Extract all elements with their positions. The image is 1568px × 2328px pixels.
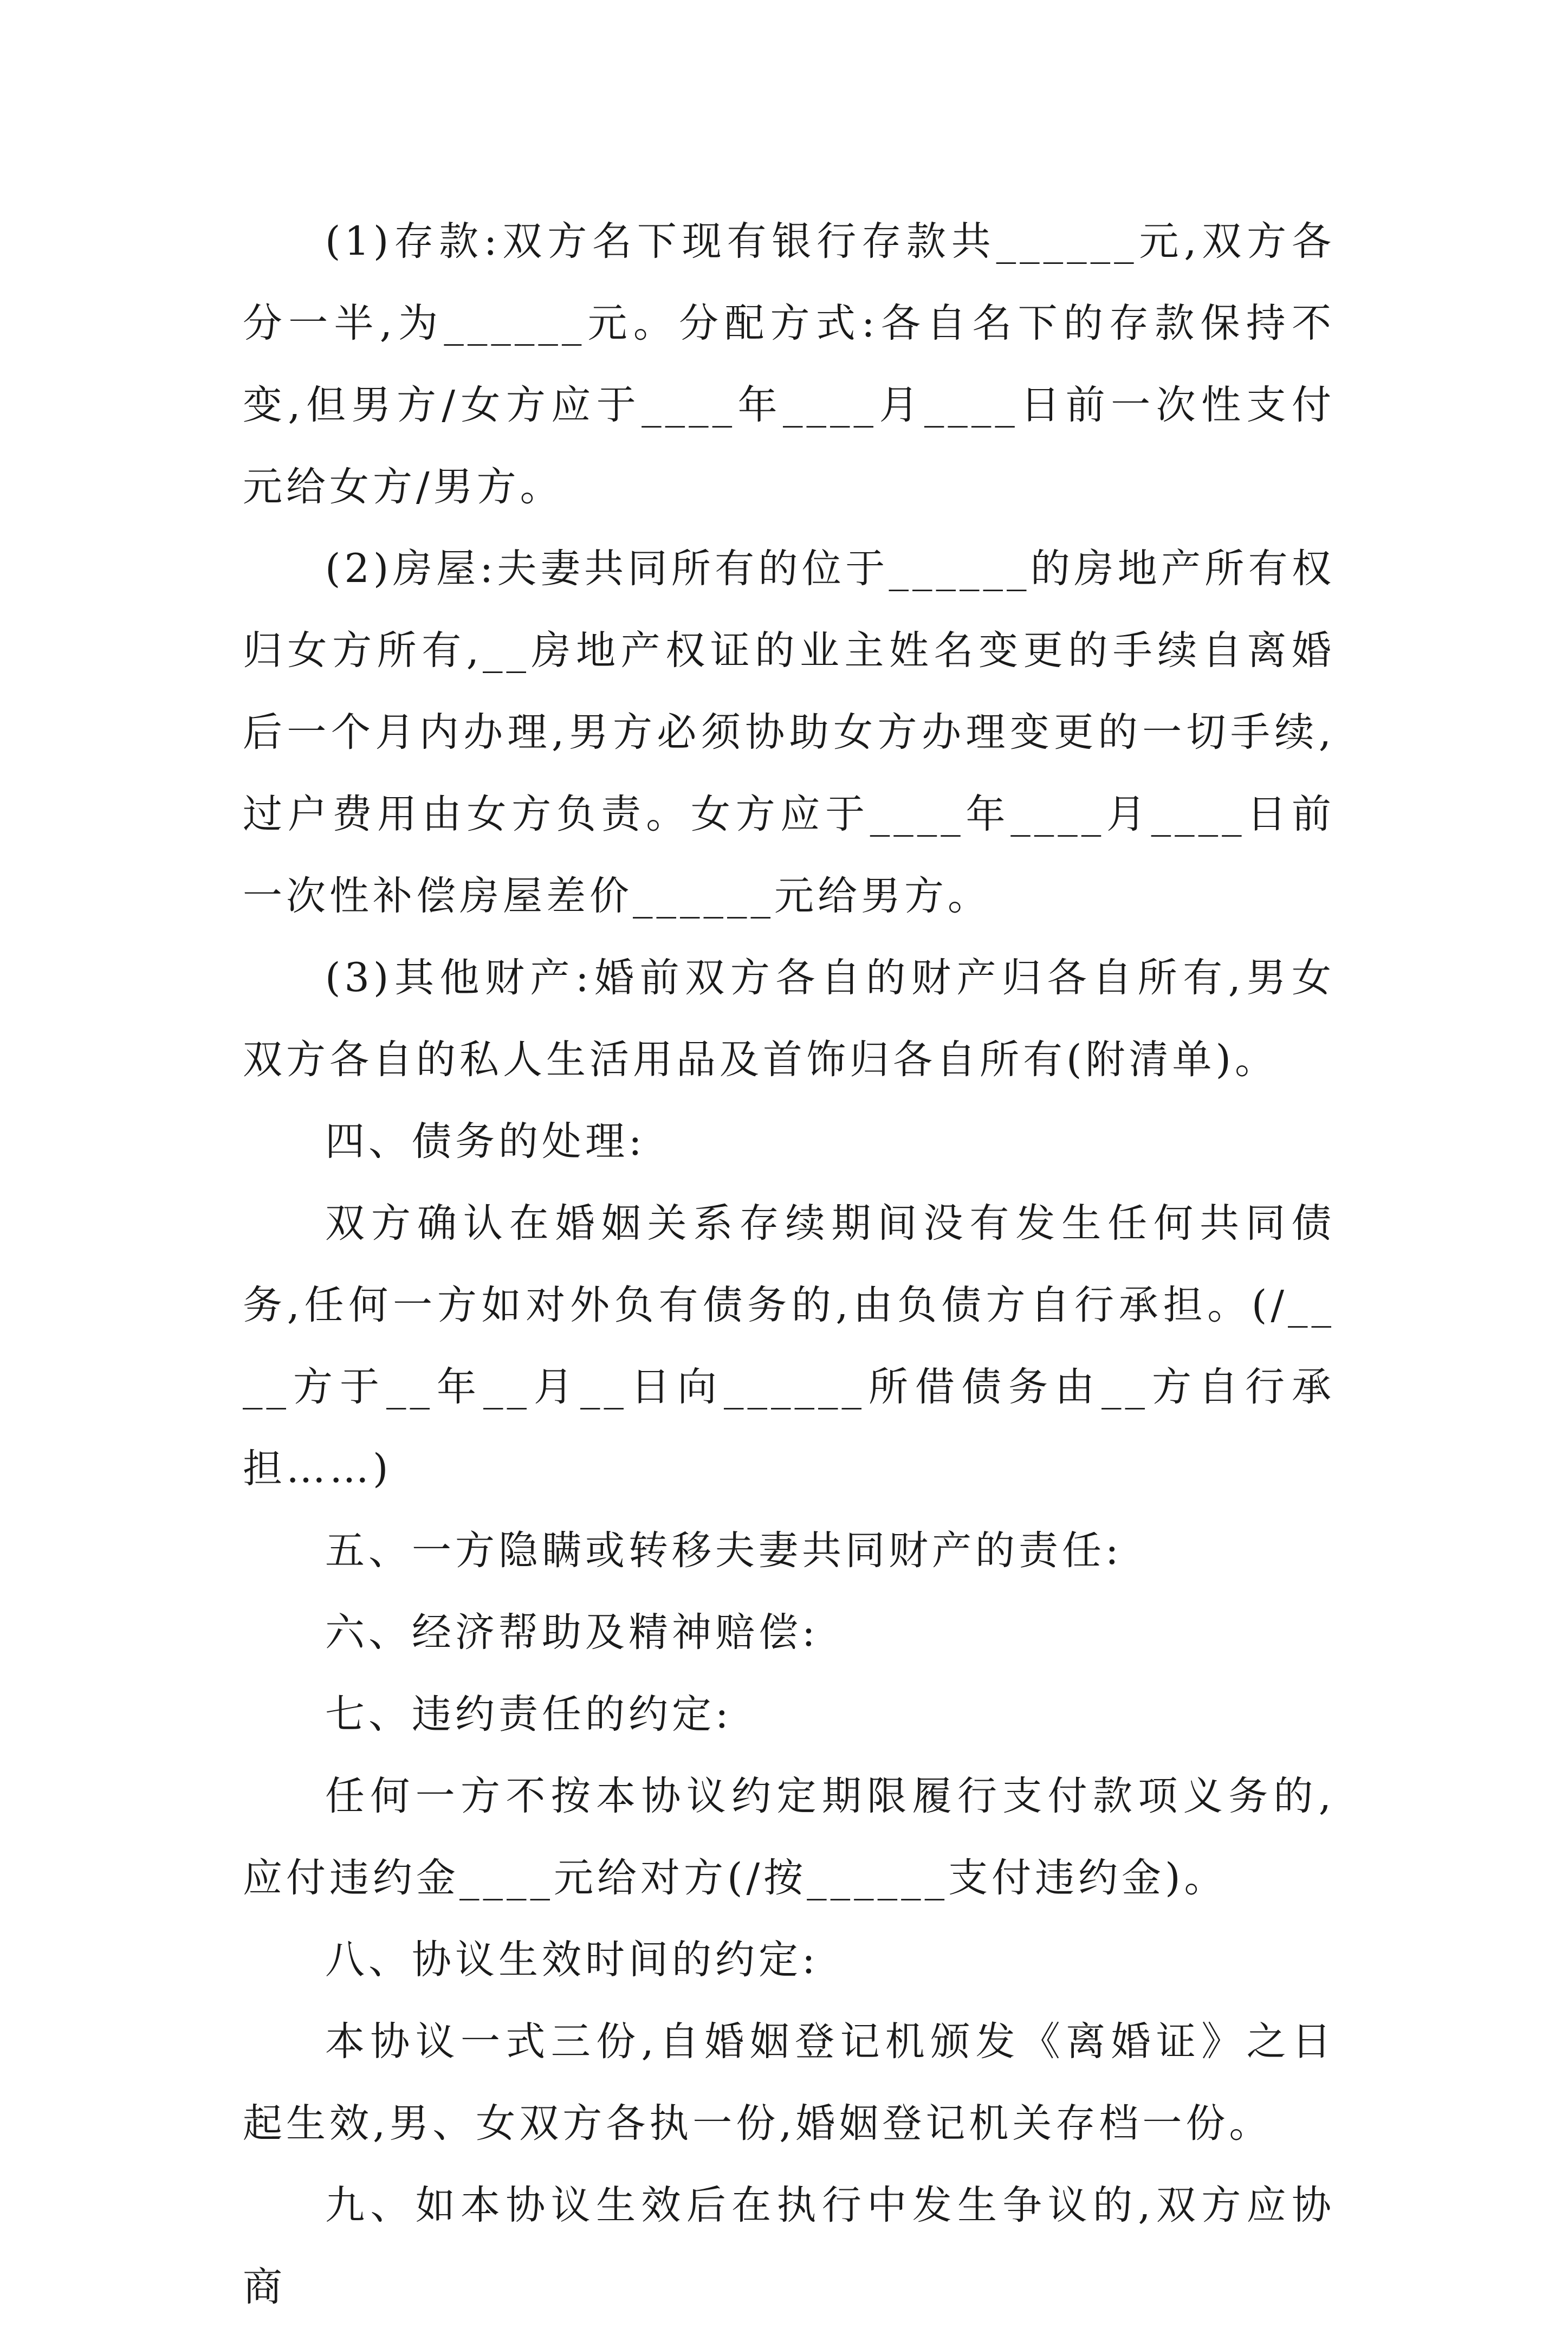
heading-debt: 四、债务的处理: (325, 1118, 646, 1165)
heading-compensation: 六、经济帮助及精神赔偿: (325, 1609, 819, 1656)
paragraph-breach: 任何一方不按本协议约定期限履行支付款项义务的,应付违约金____元给对方(/按______支付违约金)。 (243, 1773, 1335, 1901)
document-body (243, 201, 1335, 2328)
heading-concealment: 五、一方隐瞒或转移夫妻共同财产的责任: (325, 1528, 1123, 1574)
paragraph-effective: 本协议一式三份,自婚姻登记机颁发《离婚证》之日起生效,男、女双方各执一份,婚姻登记机关存档一份。 (243, 2019, 1335, 2146)
heading-effective: 八、协议生效时间的约定: (325, 1937, 819, 1983)
paragraph-dispute: 九、如本协议生效后在执行中发生争议的,双方应协商 (243, 2182, 1335, 2310)
paragraph-debt: 双方确认在婚姻关系存续期间没有发生任何共同债务,任何一方如对外负有债务的,由负债方自行承担。(/____方于__年__月__日向______所借债务由__方自行承担……) (243, 1200, 1335, 1492)
heading-breach: 七、违约责任的约定: (325, 1691, 733, 1737)
paragraph-deposit: (1)存款:双方名下现有银行存款共______元,双方各分一半,为______元。分配方式:各自名下的存款保持不变,但男方/女方应于____年____月____日前一次性支付 元给女方/男方。 (243, 218, 1335, 510)
paragraph-other-property: (3)其他财产:婚前双方各自的财产归各自所有,男女双方各自的私人生活用品及首饰归各自所有(附清单)。 (243, 955, 1335, 1083)
paragraph-house: (2)房屋:夫妻共同所有的位于______的房地产所有权归女方所有,__房地产权证的业主姓名变更的手续自离婚后一个月内办理,男方必须协助女方办理变更的一切手续,过户费用由女方负责。女方应于____年____月____日前一次性补偿房屋差价______元给男方。 (243, 546, 1335, 919)
